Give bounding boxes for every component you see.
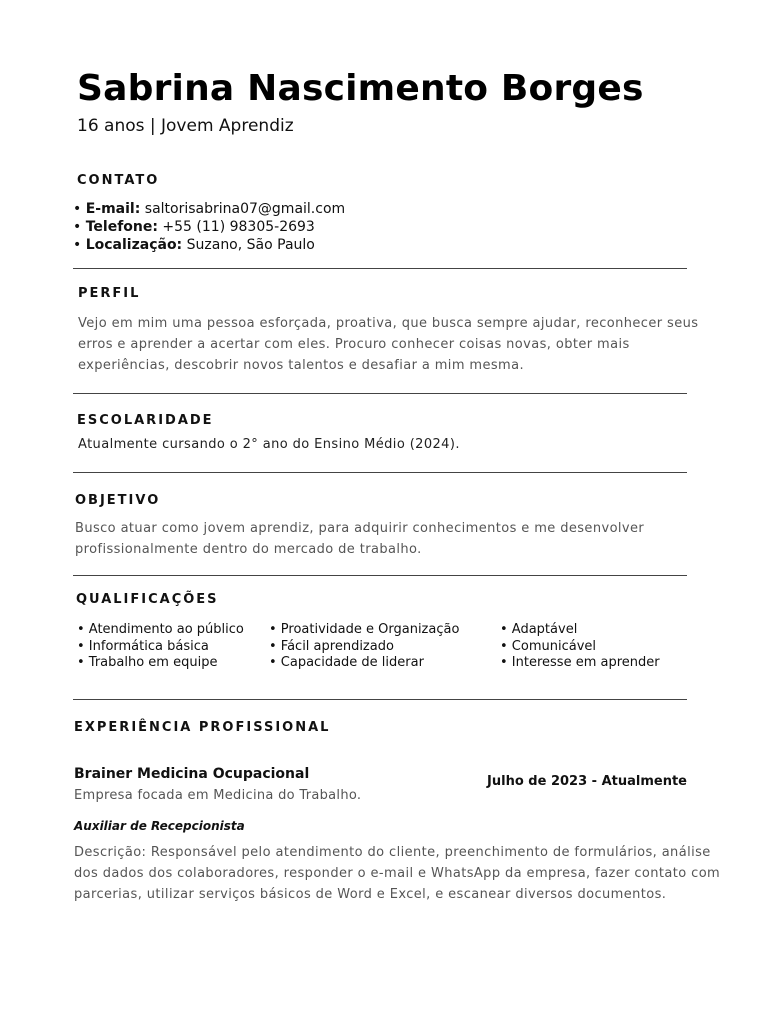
email-value: saltorisabrina07@gmail.com <box>144 201 346 217</box>
qualification-item: • Informática básica <box>77 638 209 654</box>
section-title-education: ESCOLARIDADE <box>77 413 214 428</box>
profile-line: erros e aprender a acertar com eles. Procuro conhecer coisas novas, obter mais <box>78 337 630 352</box>
objective-text <box>75 518 644 560</box>
section-title-experience: EXPERIÊNCIA PROFISSIONAL <box>74 720 331 735</box>
contact-email: • E-mail: saltorisabrina07@gmail.com <box>73 201 346 217</box>
section-title-qualifications: QUALIFICAÇÕES <box>76 592 219 607</box>
qualification-item: • Proatividade e Organização <box>269 622 460 637</box>
qualifications-column-2 <box>269 622 459 672</box>
email-label: E-mail: <box>85 201 141 217</box>
qualifications-column-3 <box>500 622 660 672</box>
section-title-contact: CONTATO <box>77 173 160 188</box>
qualification-item: • Atendimento ao público <box>77 622 244 637</box>
divider <box>73 268 687 269</box>
job-description-line: dos dados dos colaboradores, responder o e-mail e WhatsApp da empresa, fazer contato com <box>74 866 721 881</box>
divider <box>73 393 687 394</box>
objective-line: profissionalmente dentro do mercado de trabalho. <box>75 542 422 557</box>
divider <box>73 699 687 700</box>
education-text: Atualmente cursando o 2° ano do Ensino Médio (2024). <box>78 437 460 452</box>
divider <box>73 575 687 576</box>
qualification-item: • Fácil aprendizado <box>269 638 394 654</box>
qualification-item: • Interesse em aprender <box>500 655 660 670</box>
divider <box>73 472 687 473</box>
contact-phone: • Telefone: +55 (11) 98305-2693 <box>73 219 315 235</box>
phone-value: +55 (11) 98305-2693 <box>162 219 315 235</box>
qualification-item: • Capacidade de liderar <box>269 655 424 670</box>
job-description-line: Descrição: Responsável pelo atendimento do cliente, preenchimento de formulários, análise <box>74 845 711 860</box>
profile-line: Vejo em mim uma pessoa esforçada, proativa, que busca sempre ajudar, reconhecer seus <box>78 316 699 331</box>
contact-list <box>73 200 345 254</box>
objective-line: Busco atuar como jovem aprendiz, para adquirir conhecimentos e me desenvolver <box>75 521 645 536</box>
profile-line: experiências, descobrir novos talentos e desafiar a mim mesma. <box>78 358 525 373</box>
qualification-item: • Comunicável <box>500 638 597 654</box>
qualification-item: • Adaptável <box>500 622 578 637</box>
section-title-profile: PERFIL <box>78 286 141 301</box>
company-name: Brainer Medicina Ocupacional <box>74 766 310 782</box>
profile-text <box>78 313 698 376</box>
location-value: Suzano, São Paulo <box>186 237 315 253</box>
candidate-name: Sabrina Nascimento Borges <box>77 68 644 109</box>
section-title-objective: OBJETIVO <box>75 493 161 508</box>
candidate-subtitle: 16 anos | Jovem Aprendiz <box>77 116 294 136</box>
company-description: Empresa focada em Medicina do Trabalho. <box>74 788 362 803</box>
job-description <box>74 842 720 905</box>
qualification-item: • Trabalho em equipe <box>77 655 218 670</box>
employment-period: Julho de 2023 - Atualmente <box>487 774 687 789</box>
phone-label: Telefone: <box>85 219 158 235</box>
contact-location: • Localização: Suzano, São Paulo <box>73 237 315 253</box>
qualifications-column-1 <box>77 622 244 672</box>
job-description-line: parcerias, utilizar serviços básicos de Word e Excel, e escanear diversos documentos. <box>74 887 667 902</box>
job-role: Auxiliar de Recepcionista <box>74 819 245 833</box>
location-label: Localização: <box>85 237 183 253</box>
